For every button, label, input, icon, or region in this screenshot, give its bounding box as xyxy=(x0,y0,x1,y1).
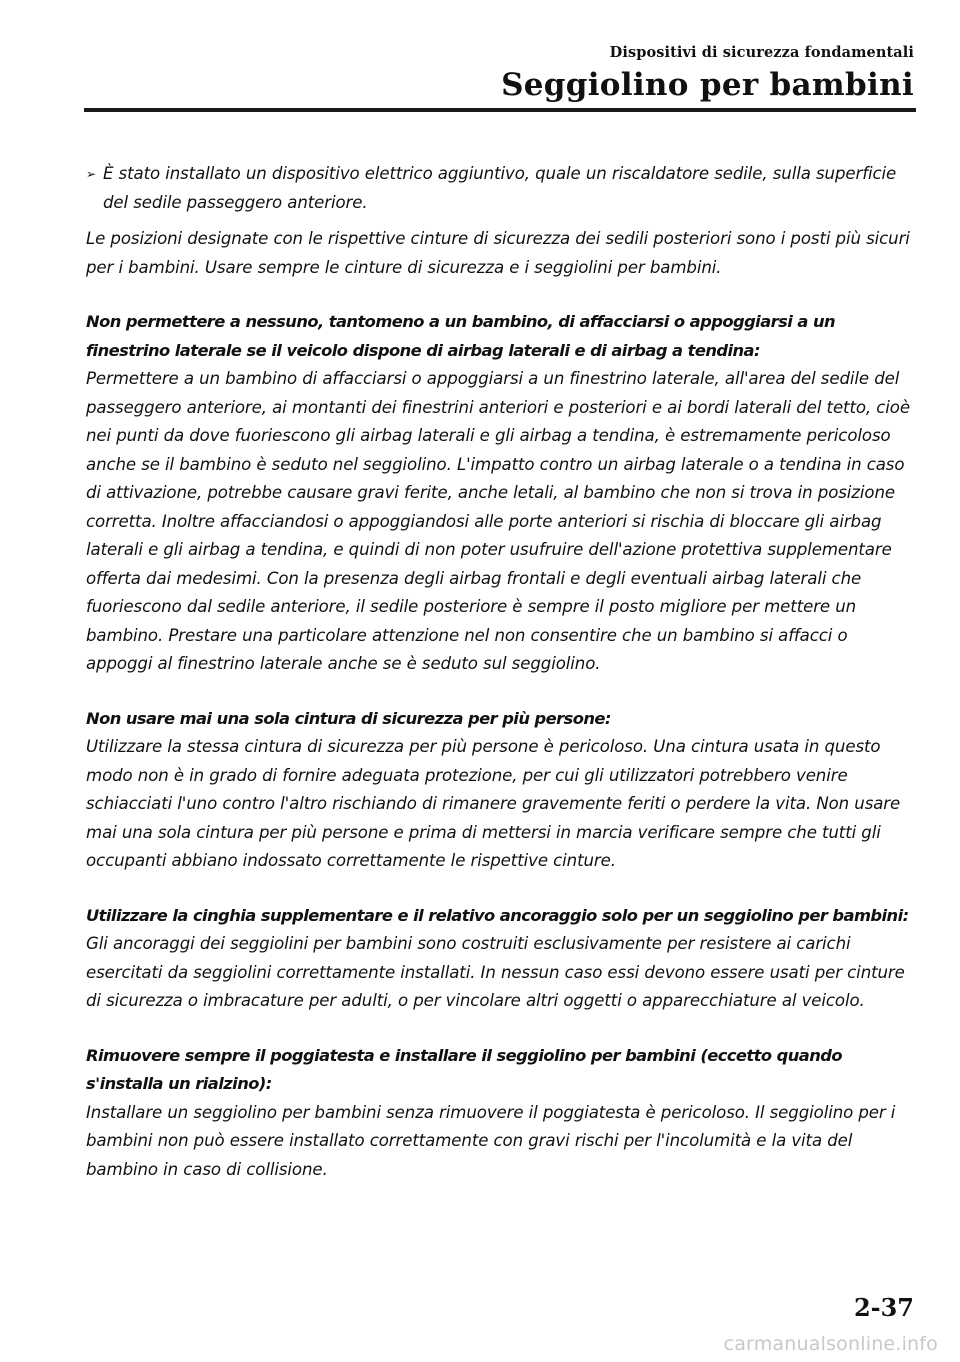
section-body: Gli ancoraggi dei seggiolini per bambini sono costruiti esclusivamente per resistere ai carichi esercitati da seggiolini correttamente installati. In nessun caso essi devono essere usati per cinture di sicurezza o imbracature per adulti, o per vincolare altri oggetti o apparecchiature al veicolo. xyxy=(86,934,905,1010)
warning-section-tether-anchor xyxy=(86,902,916,1016)
section-body: Permettere a un bambino di affacciarsi o appoggiarsi a un finestrino laterale, all'area del sedile del passeggero anteriore, ai montanti dei finestrini anteriori e posteriori e ai bordi laterali del tetto, cioè nei punti da dove fuoriescono gli airbag laterali e gli airbag a tendina, è estremamente pericoloso anche se il bambino è seduto nel seggiolino. L'impatto contro un airbag laterale o a tendina in caso di attivazione, potrebbe causare gravi ferite, anche letali, al bambino che non si trova in posizione corretta. Inoltre affacciandosi o appoggiandosi alle porte anteriori si rischia di bloccare gli airbag laterali e gli airbag a tendina, e quindi di non poter usufruire dell'azione protettiva supplementare offerta dai medesimi. Con la presenza degli airbag frontali e degli eventuali airbag laterali che fuoriescono dal sedile anteriore, il sedile posteriore è sempre il posto migliore per mettere un bambino. Prestare una particolare attenzione nel non consentire che un bambino si affacci o appoggi al finestrino laterale anche se è seduto sul seggiolino. xyxy=(86,369,910,673)
section-heading: Rimuovere sempre il poggiatesta e installare il seggiolino per bambini (eccetto quando s'installa un rialzino): xyxy=(86,1045,843,1093)
bullet-item xyxy=(86,160,916,217)
page-content xyxy=(86,160,916,1184)
section-heading: Utilizzare la cinghia supplementare e il relativo ancoraggio solo per un seggiolino per bambini: xyxy=(86,905,909,925)
intro-paragraph: Le posizioni designate con le rispettive cinture di sicurezza dei sedili posteriori sono i posti più sicuri per i bambini. Usare sempre le cinture di sicurezza e i seggiolini per bambini. xyxy=(86,229,910,277)
section-heading: Non usare mai una sola cintura di sicurezza per più persone: xyxy=(86,708,611,728)
warning-section-single-belt xyxy=(86,705,916,876)
arrow-bullet-icon: ➢ xyxy=(86,167,96,181)
bullet-text: È stato installato un dispositivo elettrico aggiuntivo, quale un riscaldatore sedile, sulla superficie del sedile passeggero anteriore. xyxy=(103,164,897,212)
warning-section-headrest xyxy=(86,1042,916,1185)
page-number: 2-37 xyxy=(853,1293,914,1322)
page-title: Seggiolino per bambini xyxy=(501,67,914,103)
header-rule xyxy=(84,108,916,112)
page-header xyxy=(501,44,914,104)
section-body: Utilizzare la stessa cintura di sicurezza per più persone è pericoloso. Una cintura usata in questo modo non è in grado di fornire adeguata protezione, per cui gli utilizzatori potrebbero venire schiacciati l'uno contro l'altro rischiando di rimanere gravemente feriti o perdere la vita. Non usare mai una sola cintura per più persone e prima di mettersi in marcia verificare sempre che tutti gli occupanti abbiano indossato correttamente le rispettive cinture. xyxy=(86,737,901,870)
warning-section-side-airbags xyxy=(86,308,916,679)
section-label: Dispositivi di sicurezza fondamentali xyxy=(609,44,914,61)
watermark: carmanualsonline.info xyxy=(723,1333,938,1355)
section-heading: Non permettere a nessuno, tantomeno a un bambino, di affacciarsi o appoggiarsi a un finestrino laterale se il veicolo dispone di airbag laterali e di airbag a tendina: xyxy=(86,312,836,360)
section-body: Installare un seggiolino per bambini senza rimuovere il poggiatesta è pericoloso. Il seggiolino per i bambini non può essere installato correttamente con gravi rischi per l'incolumità e la vita del bambino in caso di collisione. xyxy=(86,1102,896,1179)
